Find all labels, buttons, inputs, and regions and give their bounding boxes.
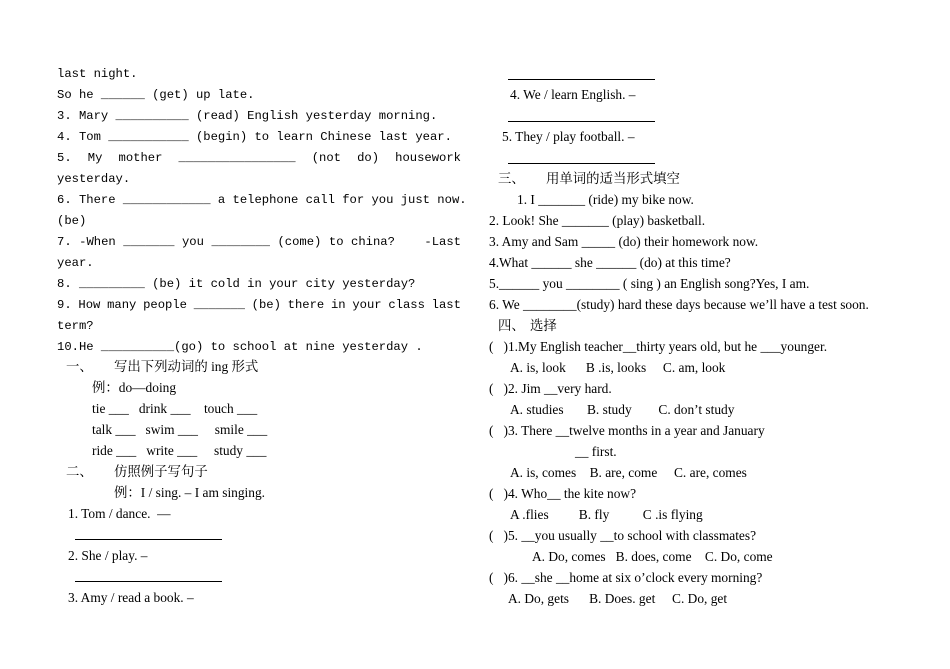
fill-question-4: 4.What ______ she ______ (do) at this time? [489,255,731,270]
answer-line[interactable] [508,121,655,122]
left-line-14: 10.He __________(go) to school at nine yesterday . [57,340,423,354]
choice-options-4: A .flies B. fly C .is flying [510,507,703,522]
fill-question-6: 6. We ________(study) hard these days because we’ll have a test soon. [489,297,869,312]
section-1-row-1: tie ___ drink ___ touch ___ [92,401,258,416]
left-line-1: last night. [57,67,138,81]
choice-options-3: A. is, comes B. are, come C. are, comes [510,465,747,480]
section-2-question-3: 3. Amy / read a book. – [68,590,194,605]
choice-question-3: ( )3. There __twelve months in a year and January [489,423,765,438]
section-3-number: 三、 [498,171,525,186]
section-2-title: 仿照例子写句子 [114,464,208,479]
section-2-question-1: 1. Tom / dance. — [68,506,171,521]
section-2-question-4: 4. We / learn English. – [510,87,636,102]
section-2-question-2: 2. She / play. – [68,548,148,563]
choice-question-2: ( )2. Jim __very hard. [489,381,612,396]
left-line-9: 7. -When _______ you ________ (come) to china? -Last [57,235,461,249]
section-1-row-2: talk ___ swim ___ smile ___ [92,422,268,437]
choice-question-4: ( )4. Who__ the kite now? [489,486,637,501]
section-1-number: 一、 [66,359,93,374]
left-line-2: So he ______ (get) up late. [57,88,255,102]
section-2-example: 例：I / sing. – I am singing. [114,485,266,500]
choice-question-5: ( )5. __you usually __to school with classmates? [489,528,757,543]
choice-options-2: A. studies B. study C. don’t study [510,402,735,417]
left-line-8: (be) [57,214,87,228]
left-line-3: 3. Mary __________ (read) English yesterday morning. [57,109,438,123]
section-4-number: 四、 [498,318,525,333]
section-2-number: 二、 [66,464,93,479]
left-line-7: 6. There ____________ a telephone call for you just now. [57,193,467,207]
left-line-11: 8. _________ (be) it cold in your city yesterday? [57,277,416,291]
answer-line[interactable] [75,581,222,582]
choice-question-3-continued: __ first. [575,444,617,459]
answer-line[interactable] [508,79,655,80]
section-1-title: 写出下列动词的 ing 形式 [114,359,259,374]
section-4-title: 选择 [530,318,557,333]
fill-question-3: 3. Amy and Sam _____ (do) their homework now. [489,234,759,249]
choice-options-6: A. Do, gets B. Does. get C. Do, get [508,591,728,606]
section-3-title: 用单词的适当形式填空 [546,171,680,186]
fill-question-5: 5.______ you ________ ( sing ) an English song?Yes, I am. [489,276,810,291]
choice-question-1: ( )1.My English teacher__thirty years old, but he ___younger. [489,339,828,354]
left-line-4: 4. Tom ___________ (begin) to learn Chinese last year. [57,130,452,144]
section-1-example: 例：do—doing [92,380,177,395]
left-line-6: yesterday. [57,172,131,186]
answer-line[interactable] [508,163,655,164]
fill-question-2: 2. Look! She _______ (play) basketball. [489,213,706,228]
left-line-12: 9. How many people _______ (be) there in your class last [57,298,461,312]
choice-options-1: A. is, look B .is, looks C. am, look [510,360,726,375]
fill-question-1: 1. I _______ (ride) my bike now. [517,192,694,207]
left-line-10: year. [57,256,94,270]
choice-options-5: A. Do, comes B. does, come C. Do, come [532,549,773,564]
choice-question-6: ( )6. __she __home at six o’clock every morning? [489,570,763,585]
section-1-row-3: ride ___ write ___ study ___ [92,443,267,458]
left-line-5: 5. My mother ________________ (not do) housework [57,151,461,165]
section-2-question-5: 5. They / play football. – [502,129,635,144]
left-line-13: term? [57,319,94,333]
answer-line[interactable] [75,539,222,540]
